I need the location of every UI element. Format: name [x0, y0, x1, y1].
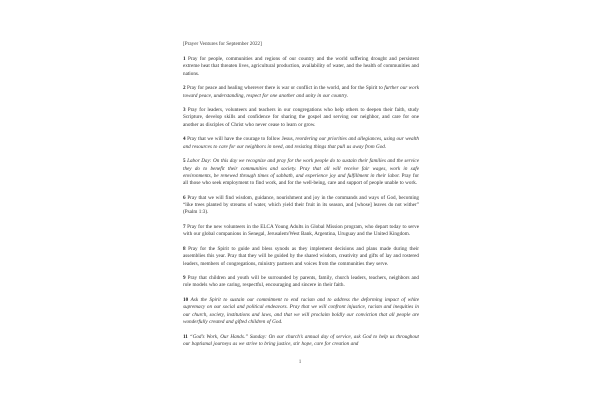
prayer-item-text: “God’s Work, Our Hands.” Sunday:	[189, 333, 269, 340]
prayer-item-text: Pray for all those who seek employment to find work, and for the well-being, care and support of people unable to work.	[183, 172, 419, 187]
prayer-item	[183, 158, 419, 187]
prayer-item-number: 2	[183, 85, 186, 92]
prayer-item	[183, 275, 419, 290]
prayer-item-number: 1	[183, 56, 186, 62]
prayer-item-number: 5	[183, 158, 186, 165]
prayer-item	[183, 56, 419, 78]
prayer-item-text: Pray for the new volunteers in the ELCA Young Adults in Global Mission program, who depart today to serve with our global companions in Senegal, Jerusalem/West Bank, Argentina, Uruguay and the United Kingdom.	[183, 223, 419, 238]
prayer-item	[183, 334, 419, 349]
prayer-item	[183, 246, 419, 268]
prayer-item-text: further our work toward peace, understanding, respect for one another and unity in our country.	[183, 85, 419, 99]
prayer-item-text: Pray for people, communities and regions of our country and the world suffering drought and persistent extreme heat that threaten lives, agricultural production, availability of water, and the health of communities and nations.	[183, 56, 419, 77]
prayer-item-text: Labor Day:	[187, 158, 214, 165]
prayer-item	[183, 85, 419, 100]
prayer-item	[183, 224, 419, 239]
prayer-item-text: Pray that all will receive fair wages, work in safe environments, be renewed through times of sabbath, and experience joy and fulfillment in their labor.	[183, 165, 419, 179]
prayer-item-number: 3	[183, 107, 186, 114]
prayer-item-number: 10	[183, 296, 189, 303]
prayer-item-text: Pray for leaders, volunteers and teachers in our congregations who help others to deepen their faith, study Scripture, develop skills and confidence for sharing the gospel and serving our neighbor, and care for one another as disciples of Christ who never cease to learn or grow.	[183, 107, 419, 128]
prayer-item-text: On this day we recognize and pray for the work people do to sustain their families and the service they do to benefit their communities and society.	[183, 158, 420, 172]
prayer-item-text: On our church’s annual day of service, ask God to help us throughout our baptismal journeys as we strive to bring justice, stir hope, care for creation and	[183, 333, 419, 347]
page-number: 1	[298, 359, 302, 365]
prayer-item-number: 7	[183, 223, 186, 230]
prayer-item-text: reordering our priorities and allegiances, using our wealth and resources to care for our neighbors in need, and resisting things that pull us away from God.	[183, 136, 419, 150]
prayer-item	[183, 136, 419, 151]
prayer-item-text: injustice, racism and inequities in our church, society, institutions and laws, and that we will proclaim boldly our conviction that all	[183, 304, 419, 318]
prayer-item	[183, 195, 419, 217]
document-text-column	[183, 41, 419, 348]
prayer-item-text: Pray for peace and healing wherever there is war or conflict in the world, and for the Spirit to	[187, 85, 385, 92]
prayer-item-text: Pray for the Spirit to guide and bless synods as they implement decisions and plans made during their assemblies this year. Pray that they will be guided by the shared wisdom, creativity and gifts of lay and rostered leaders, members of congregations, ministry partners and voices from the communities they serve.	[183, 245, 419, 267]
document-header: [Prayer Ventures for September 2022]	[183, 41, 262, 47]
prayer-item-text: Pray that we will find wisdom, guidance, nourishment and joy in the commands and ways of God, becoming “like trees planted by streams of water, which yield their fruit in its season, and [whose] leaves do not wither” (Psalm 1:3).	[183, 194, 419, 216]
prayer-item-number: 9	[183, 275, 186, 282]
prayer-item-list	[183, 56, 419, 348]
prayer-item-number: 11	[183, 333, 188, 340]
prayer-item-number: 8	[183, 245, 186, 252]
prayer-item	[183, 297, 419, 326]
prayer-item-number: 4	[183, 136, 186, 143]
prayer-item-text: Pray that children and youth will be surrounded by parents, family, church leaders, teachers, neighbors and role models who are caring, respectful, encouraging and sincere in their faith.	[183, 275, 419, 289]
prayer-item-text: Pray that we will have the courage to follow Jesus,	[187, 136, 296, 143]
prayer-item-text: Ask the Spirit to sustain our commitment to end racism and to address the deforming impact of white supremacy on our social and political endeavors. Pray that we will confront	[183, 296, 419, 311]
prayer-item	[183, 107, 419, 129]
prayer-item-text: people are wonderfully created and gifted children of God.	[183, 311, 420, 325]
prayer-item-number: 6	[183, 194, 186, 201]
